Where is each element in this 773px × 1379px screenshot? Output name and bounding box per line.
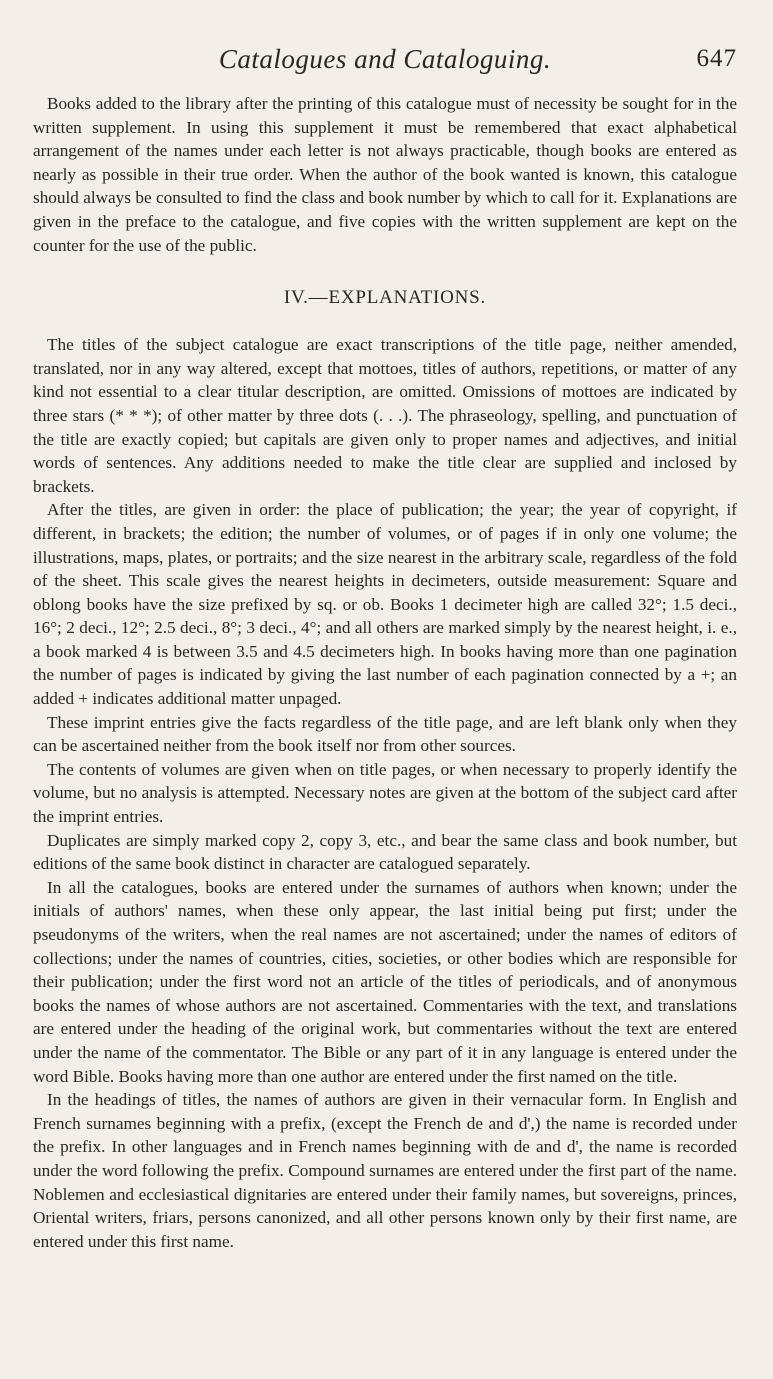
section-heading: IV.—EXPLANATIONS. xyxy=(283,287,487,309)
explanation-paragraph-headings: In the headings of titles, the names of authors are given in their vernacular form. In English and French surnames beginning with a prefix, (except the French de and d',) the name is recorded under the prefix. In other languages and in French names beginning with de and d', the name is recorded under the word following the prefix. Compound surnames are entered under the first part of the name. Noblemen and ecclesiastical dignitaries are entered under their family names, but sovereigns, princes, Oriental writers, friars, persons canonized, and all other persons known only by their first name, are entered under this first name. xyxy=(33,1090,737,1251)
explanation-paragraph-duplicates: Duplicates are simply marked copy 2, copy 3, etc., and bear the same class and book number, but editions of the same book distinct in character are catalogued separately. xyxy=(33,830,737,874)
explanation-paragraph-contents: The contents of volumes are given when on title pages, or when necessary to properly identify the volume, but no analysis is attempted. Necessary notes are given at the bottom of the subject card after the imprint entries. xyxy=(33,759,737,827)
running-title: Catalogues and Cataloguing. xyxy=(218,44,552,74)
explanation-paragraph-imprint-order: After the titles, are given in order: the place of publication; the year; the year of copyright, if different, in brackets; the edition; the number of volumes, or of pages if in only one volume; the illustrations, maps, plates, or portraits; and the size nearest in the arbitrary scale, regardless of the fold of the sheet. This scale gives the nearest heights in decimeters, outside measurement: Square and oblong books have the size prefixed by sq. or ob. Books 1 decimeter high are called 32°; 1.5 deci., 16°; 2 deci., 12°; 2.5 deci., 8°; 3 deci., 4°; and all others are marked simply by the nearest height, i. e., a book marked 4 is between 3.5 and 4.5 decimeters high. In books having more than one pagination the number of pages is indicated by giving the last number of each pagination connected by a +; an added + indicates additional matter unpaged. xyxy=(33,500,737,709)
intro-section xyxy=(33,92,737,257)
running-head xyxy=(33,40,737,78)
explanation-paragraph-imprint-entries: These imprint entries give the facts regardless of the title page, and are left blank only when they can be ascertained neither from the book itself nor from other sources. xyxy=(33,712,737,756)
explanation-paragraph-titles: The titles of the subject catalogue are exact transcriptions of the title page, neither amended, translated, nor in any way altered, except that mottoes, titles of authors, repetitions, or matter of any kind not essential to a clear titular description, are omitted. Omissions of mottoes are indicated by three stars (* * *); of other matter by three dots (. . .). The phraseology, spelling, and punctuation of the title are exactly copied; but capitals are given only to proper names and adjectives, and initial words of sentences. Any additions needed to make the title clear are supplied and inclosed by brackets. xyxy=(33,335,737,496)
intro-paragraph: Books added to the library after the printing of this catalogue must of necessity be sought for in the written supplement. In using this supplement it must be remembered that exact alphabetical arrangement of the names under each letter is not always practicable, though books are entered as nearly as possible in their true order. When the author of the book wanted is known, this catalogue should always be consulted to find the class and book number by which to call for it. Explanations are given in the preface to the catalogue, and five copies with the written supplement are kept on the counter for the use of the public. xyxy=(33,94,737,255)
explanations-section xyxy=(33,333,737,1253)
page-number: 647 xyxy=(696,45,737,72)
explanation-paragraph-entries: In all the catalogues, books are entered under the surnames of authors when known; under the initials of authors' names, when these only appear, the last initial being put first; under the pseudonyms of the writers, when the real names are not ascertained; under the names of editors of collections; under the names of countries, cities, societies, or other bodies which are responsible for their publication; under the first word not an article of the titles of periodicals, and of anonymous books the names of whose authors are not ascertained. Commentaries with the text, and translations are entered under the heading of the original work, but commentaries without the text are entered under the name of the commentator. The Bible or any part of it in any language is entered under the word Bible. Books having more than one author are entered under the first named on the title. xyxy=(33,877,737,1086)
